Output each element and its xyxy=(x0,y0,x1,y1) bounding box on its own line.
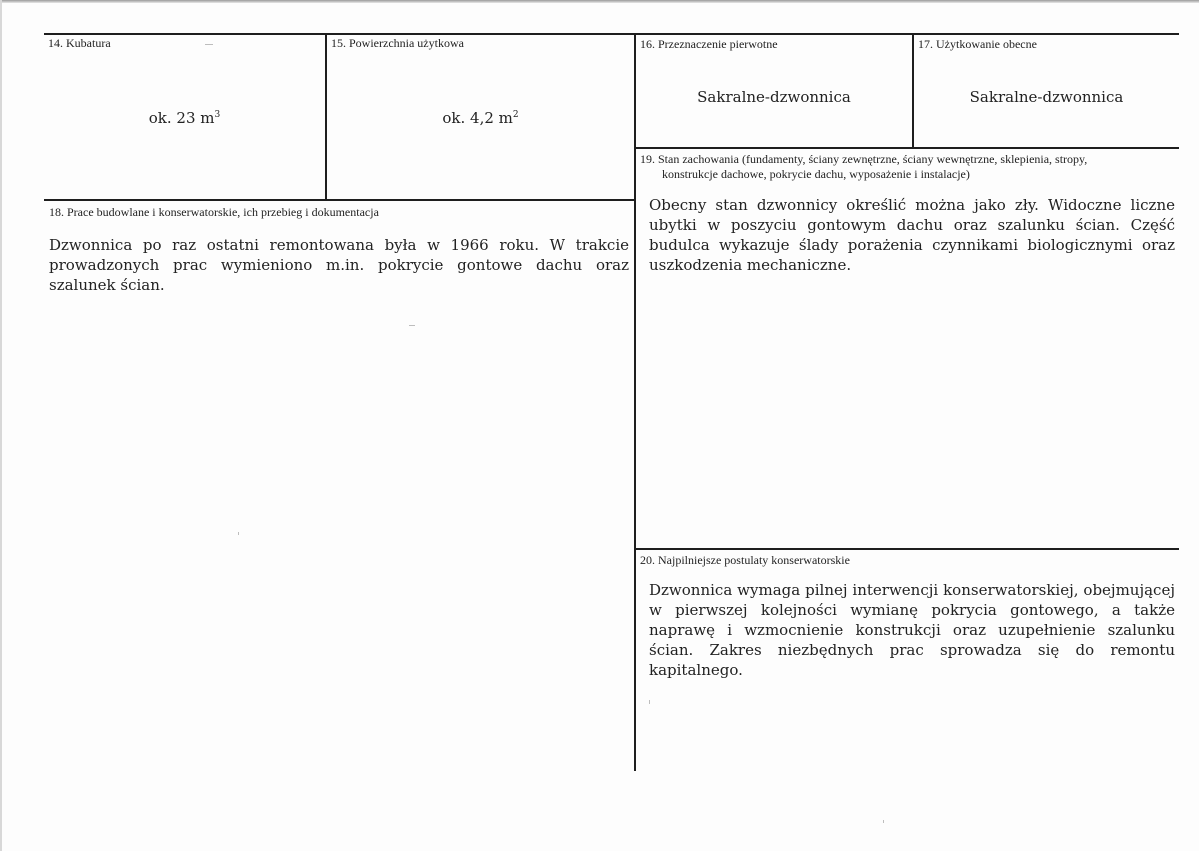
powierzchnia-unit-exponent: 2 xyxy=(512,110,519,120)
scan-speck xyxy=(205,44,213,45)
rule-above-18 xyxy=(44,199,635,201)
przeznaczenie-value: Sakralne-dzwonnica xyxy=(697,88,851,106)
rule-above-20 xyxy=(635,548,1179,550)
kubatura-value-text: ok. 23 m xyxy=(148,109,215,127)
uzytkowanie-label: 17. Użytkowanie obecne xyxy=(918,37,1037,51)
stan-label-line1: 19. Stan zachowania (fundamenty, ściany zewnętrzne, ściany wewnętrzne, sklepienia, stropy, xyxy=(640,152,1088,166)
prace-text: Dzwonnica po raz ostatni remontowana była w 1966 roku. W trakcie prowadzonych prac wymieniono m.in. pokrycie gontowe dachu oraz szalunek ścian. xyxy=(49,236,629,294)
powierzchnia-label: 15. Powierzchnia użytkowa xyxy=(331,36,464,50)
stan-text: Obecny stan dzwonnicy określić można jako zły. Widoczne liczne ubytki w poszyciu gontowym dachu oraz szalunku ścian. Część budulca wykazuje ślady porażenia czynnikami biologicznymi oraz uszkodzenia mechaniczne. xyxy=(649,196,1175,274)
postulaty-text: Dzwonnica wymaga pilnej interwencji konserwatorskiej, obejmującej w pierwszej kolejności wymianę pokrycia gontowego, a także naprawę i wzmocnienie konstrukcji oraz uzupełnienie szalunku ścian. Zakres niezbędnych prac sprowadza się do remontu kapitalnego. xyxy=(649,581,1175,679)
divider-center xyxy=(634,34,636,771)
scan-speck xyxy=(883,820,884,823)
uzytkowanie-value: Sakralne-dzwonnica xyxy=(969,88,1124,106)
scan-speck xyxy=(409,325,415,326)
postulaty-label: 20. Najpilniejsze postulaty konserwatorskie xyxy=(640,553,850,567)
rule-above-19 xyxy=(635,147,1179,149)
kubatura-value xyxy=(44,109,325,127)
scan-edge-top xyxy=(0,0,1199,3)
powierzchnia-value xyxy=(327,109,634,127)
kubatura-unit-exponent: 3 xyxy=(214,110,221,120)
scan-speck xyxy=(649,700,650,704)
stan-label-line2: konstrukcje dachowe, pokrycie dachu, wyposażenie i instalacje) xyxy=(662,167,970,181)
top-rule xyxy=(44,33,1179,35)
scan-edge-left xyxy=(0,0,2,851)
scan-speck xyxy=(238,532,239,535)
powierzchnia-value-text: ok. 4,2 m xyxy=(442,109,513,127)
kubatura-label: 14. Kubatura xyxy=(48,36,111,50)
przeznaczenie-label: 16. Przeznaczenie pierwotne xyxy=(640,37,778,51)
prace-label: 18. Prace budowlane i konserwatorskie, ich przebieg i dokumentacja xyxy=(49,205,379,219)
